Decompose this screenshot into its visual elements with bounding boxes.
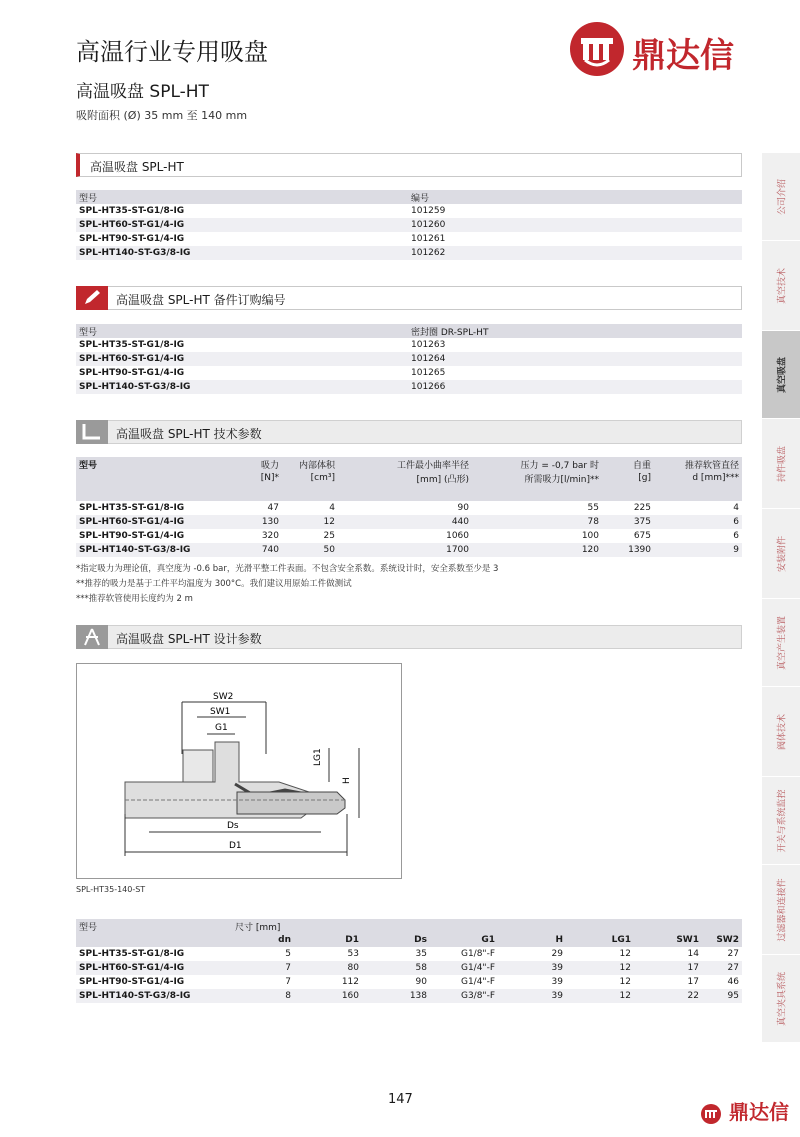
corner-bracket-icon: [76, 420, 108, 444]
dim-label-h: H: [342, 777, 352, 784]
side-tab-mounting[interactable]: 安装附件: [762, 508, 800, 598]
table-row: SPL-HT140-ST-G3/8-IG 740 50 1700 120 1390 9: [76, 543, 742, 557]
footnote: **推荐的吸力是基于工件平均温度为 300°C。我们建议用原始工件做测试: [76, 579, 352, 589]
footer-logo-text: 鼎达信: [728, 1100, 789, 1124]
table-row: SPL-HT35-ST-G1/8-IG 47 4 90 55 225 4: [79, 503, 739, 513]
table-row: SPL-HT60-ST-G1/4-IG 130 12 440 78 375 6: [76, 515, 742, 529]
figure-caption: SPL-HT35-140-ST: [76, 885, 146, 894]
table-row: SPL-HT60-ST-G1/4-IG 101260: [76, 218, 742, 232]
footer-logo: [700, 1096, 789, 1125]
spare-parts-section-icon: [76, 286, 108, 310]
brand-emblem-icon: [568, 20, 626, 78]
side-tab-suction-cups[interactable]: 真空吸盘: [762, 330, 800, 418]
tech-params-section-icon: [76, 420, 108, 444]
side-tab-clamping[interactable]: 真空夹具系统: [762, 954, 800, 1042]
page-number: 147: [388, 1092, 413, 1107]
section-header-tech-params: [108, 420, 742, 444]
table-row: SPL-HT90-ST-G1/4-IG 320 25 1060 100 675 6: [79, 531, 739, 541]
table-row: SPL-HT35-ST-G1/8-IG 5 53 35 G1/8"-F 29 12 14 27: [79, 949, 739, 959]
product-subtitle: 高温吸盘 SPL-HT: [76, 82, 209, 102]
section-title: 高温吸盘 SPL-HT 备件订购编号: [116, 293, 286, 307]
technical-drawing: [76, 663, 402, 879]
table-row: SPL-HT140-ST-G3/8-IG 8 160 138 G3/8"-F 39 12 22 95: [76, 989, 742, 1003]
col-seal: 密封圈 DR-SPL-HT: [408, 324, 742, 338]
col-model: 型号: [76, 324, 408, 338]
side-tab-switches[interactable]: 开关与系统监控: [762, 776, 800, 864]
section-title: 高温吸盘 SPL-HT 技术参数: [116, 427, 262, 441]
side-tab-company[interactable]: 公司介绍: [762, 152, 800, 240]
table-row: SPL-HT35-ST-G1/8-IG 101259: [79, 206, 446, 216]
section-title: 高温吸盘 SPL-HT: [90, 160, 184, 174]
dim-label-g1: G1: [215, 723, 228, 733]
tech-params-table: 型号 吸力 内部体积 工件最小曲率半径 压力 = -0,7 bar 时 自重 推荐软管直径 [N]* [cm³] [mm] (凸形) 所需吸力[l/min]** [g] d [mm]*** SPL-HT35-ST-G1/8-IG 47 4 90 55 225 4 SPL-HT60-ST-G1/4-IG 130 12 440 78 375 6 SPL-HT90-ST-G1/4-IG 320 25 1060 100 675 6 SPL-HT140-ST-G3/8-IG 740 50 1700 120 1390 9: [76, 457, 742, 557]
section-header-spare-parts: [108, 286, 742, 310]
section-header-design-params: [108, 625, 742, 649]
dim-label-sw1: SW1: [210, 707, 231, 717]
footnote: ***推荐软管使用长度约为 2 m: [76, 594, 193, 604]
footnote: *指定吸力为理论值，真空度为 -0.6 bar，光滑平整工件表面。不包含安全系数。系统设计时，安全系数至少是 3: [76, 564, 499, 574]
side-tab-vacuum-generators[interactable]: 真空产生装置: [762, 598, 800, 686]
brand-logo: [568, 20, 748, 80]
table-row: SPL-HT60-ST-G1/4-IG 7 80 58 G1/4"-F 39 12 17 27: [76, 961, 742, 975]
compass-icon: [76, 625, 108, 649]
table-row: SPL-HT90-ST-G1/4-IG 7 112 90 G1/4"-F 39 12 17 46: [79, 977, 739, 987]
brand-logo-text: 鼎达信: [632, 36, 734, 76]
side-tab-holding-cups[interactable]: 持件吸盘: [762, 418, 800, 508]
section-title: 高温吸盘 SPL-HT 设计参数: [116, 632, 262, 646]
table-row: SPL-HT140-ST-G3/8-IG 101266: [76, 380, 742, 394]
col-number: 编号: [408, 190, 742, 204]
table-row: SPL-HT90-ST-G1/4-IG 101265: [79, 368, 446, 378]
table-row: SPL-HT140-ST-G3/8-IG 101262: [76, 246, 742, 260]
page-title: 高温行业专用吸盘: [76, 38, 268, 66]
table-row: SPL-HT60-ST-G1/4-IG 101264: [76, 352, 742, 366]
brand-emblem-icon: [700, 1103, 722, 1125]
section-header-products: [76, 153, 742, 177]
design-params-section-icon: [76, 625, 108, 649]
dim-label-lg1: LG1: [313, 748, 323, 766]
side-tab-filters[interactable]: 过滤器和连接件: [762, 864, 800, 954]
table-row: SPL-HT35-ST-G1/8-IG 101263: [79, 340, 446, 350]
dim-label-sw2: SW2: [213, 692, 234, 702]
pencil-icon: [76, 286, 108, 310]
side-tab-valves[interactable]: 阀体技术: [762, 686, 800, 776]
products-table: [76, 190, 742, 260]
design-params-table: 型号 尺寸 [mm] dn D1 Ds G1 H LG1 SW1 SW2 SPL-HT35-ST-G1/8-IG 5 53 35 G1/8"-F 29 12 14 27 SPL-HT60-ST-G1/4-IG 7 80 58 G1/4"-F 39 12 17 27 SPL-HT90-ST-G1/4-IG 7 112 90 G1/4"-F 39 12 17 46 SPL-HT140-ST-G3/8-IG 8 160 138 G3/8"-F 39 12 22 95: [76, 919, 742, 1003]
col-model: 型号: [76, 190, 408, 204]
dim-label-d1: D1: [229, 841, 242, 851]
footnotes: [76, 562, 498, 607]
product-description: 吸附面积 (Ø) 35 mm 至 140 mm: [76, 109, 248, 122]
side-tab-vacuum-tech[interactable]: 真空技术: [762, 240, 800, 330]
dim-label-ds: Ds: [227, 821, 239, 831]
spare-parts-table: [76, 324, 742, 394]
table-row: SPL-HT90-ST-G1/4-IG 101261: [79, 234, 446, 244]
